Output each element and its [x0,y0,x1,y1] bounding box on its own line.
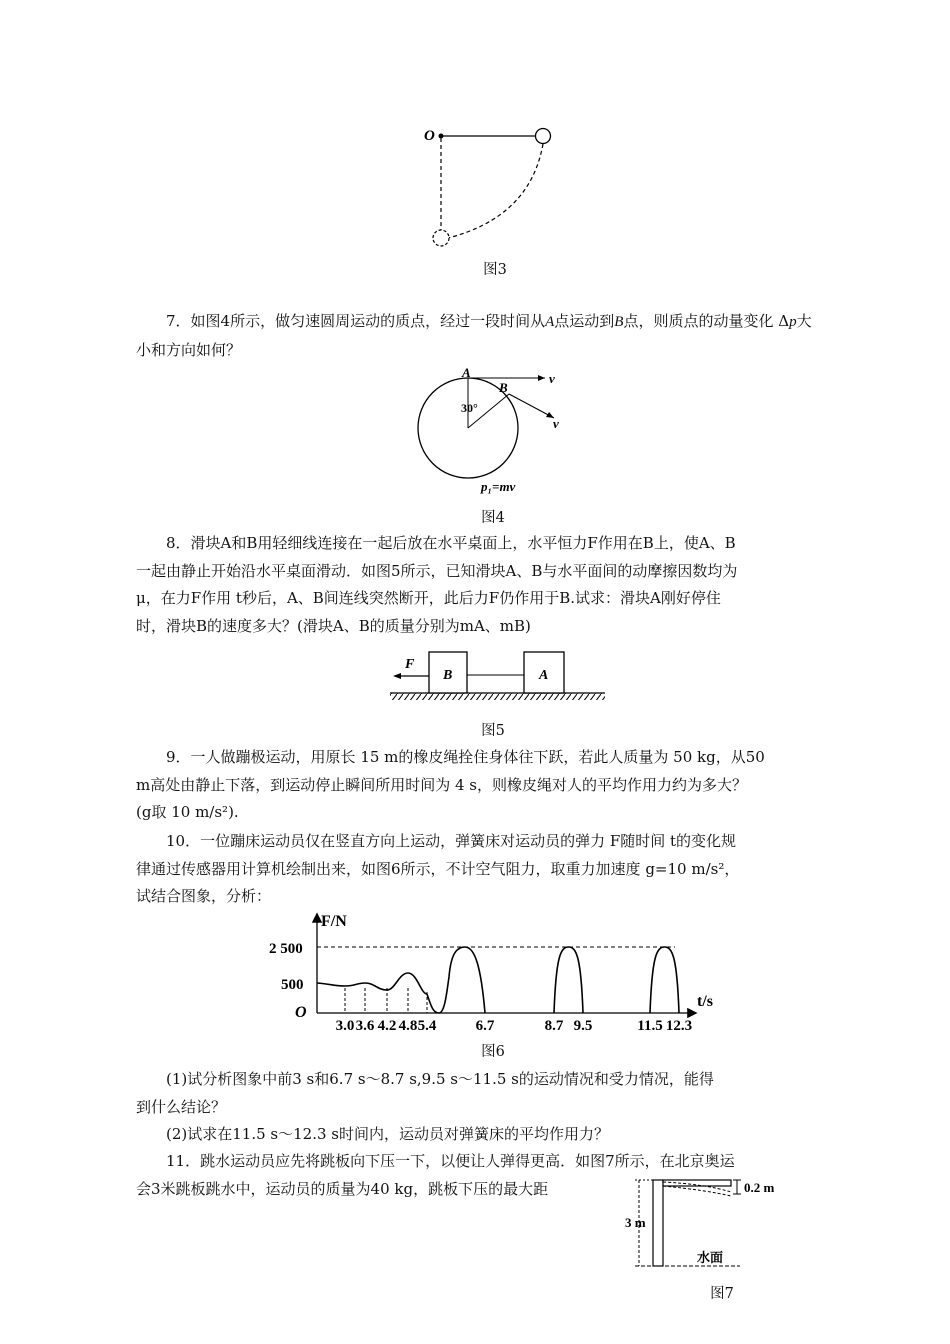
fig7-caption: 图7 [710,1286,734,1302]
q9-line-2: m高处由静止下落，到运动停止瞬间所用时间为 4 s，则橡皮绳对人的平均作用力约为多大？ [136,775,748,794]
q10-sub1-line-2: 到什么结论？ [136,1097,227,1116]
fig4-label-v1: v [549,371,555,386]
question-7: 7．如图4所示，做匀速圆周运动的质点，经过一段时间从A点运动到B点，则质点的动量变化 Δp大小和方向如何？ [136,312,812,359]
figure-6-chart [265,910,713,1034]
q11-line-1: 11．跳水运动员应先将跳板向下压一下，以便让人弹得更高．如图7所示，在北京奥运 [166,1152,735,1170]
chart-xtick-label: 11.5 [637,1018,663,1034]
fig7-label-h: 0.2 m [744,1180,775,1195]
chart-origin: O [295,1004,307,1021]
fig5-label-b: B [443,668,453,683]
q9-line-1: 9．一人做蹦极运动，用原长 15 m的橡皮绳拴住身体往下跃，若此人质量为 50 kg，从50 [166,748,765,766]
chart-ytick-500: 500 [281,977,304,993]
fig7-label-water: 水面 [697,1250,724,1265]
chart-xlabel: t/s [697,993,713,1010]
question-10-sub [136,1066,816,1149]
chart-ytick-2500: 2 500 [269,941,303,957]
chart-series-force-wave [317,973,427,994]
chart-series-force-peak-1 [427,947,485,1013]
question-10 [136,828,816,911]
fig3-label-o: O [424,128,435,144]
q10-sub1-line-1: (1)试分析图象中前3 s和6.7 s～8.7 s,9.5 s～11.5 s的运动情况和受力情况，能得 [166,1070,714,1088]
fig5-label-a: A [539,668,549,683]
q11-line-2: 会3米跳板跳水中，运动员的质量为40 kg，跳板下压的最大距 [136,1179,549,1198]
fig5-caption: 图5 [481,723,505,739]
chart-ylabel: F/N [321,913,347,930]
ball-icon [536,129,551,144]
fig4-angle: 30° [461,401,478,415]
figure-4 [415,366,575,496]
fig4-label-b: B [499,380,508,395]
q8-line-1: 8．滑块A和B用轻细线连接在一起后放在水平桌面上，水平恒力F作用在B上，使A、B [166,534,736,552]
chart-xtick-label: 8.7 [544,1018,564,1034]
figure-5 [385,646,615,706]
fig4-formula: p₁=mv [481,479,516,494]
q8-line-4: 时，滑块B的速度多大？(滑块A、B的质量分别为mA、mB) [136,616,531,635]
fig4-caption: 图4 [481,510,505,526]
chart-xtick-label: 9.5 [573,1018,593,1034]
q10-sub2: (2)试求在11.5 s～12.3 s时间内，运动员对弹簧床的平均作用力？ [166,1125,609,1143]
q8-line-2: 一起由静止开始沿水平桌面滑动．如图5所示，已知滑块A、B与水平面间的动摩擦因数均为 [136,561,738,580]
figure-7 [625,1172,795,1272]
chart-xtick-label: 6.7 [475,1018,495,1034]
fig4-label-v2: v [553,416,559,431]
question-9 [136,744,816,827]
question-8 [136,530,816,640]
fig3-caption: 图3 [483,262,507,278]
ball-dashed-icon [433,230,449,246]
fig4-label-a: A [462,365,471,380]
chart-xtick-label: 3.6 [355,1018,375,1034]
q10-line-3: 试结合图象，分析： [136,887,272,905]
chart-xtick-label: 12.3 [665,1018,693,1034]
chart-xtick-label: 5.4 [417,1018,437,1034]
q10-line-1: 10．一位蹦床运动员仅在竖直方向上运动，弹簧床对运动员的弹力 F随时间 t的变化规 [166,832,737,850]
chart-series-force-peak-2 [554,947,583,1013]
fig6-caption: 图6 [481,1044,505,1060]
chart-xtick-label: 4.2 [377,1018,397,1034]
chart-xtick-label: 3.0 [335,1018,355,1034]
q10-line-2: 律通过传感器用计算机绘制出来，如图6所示，不计空气阻力，取重力加速度 g=10 m/s²， [136,859,740,878]
fig7-label-3m: 3 m [625,1215,646,1230]
fig5-label-f: F [405,657,415,672]
chart-xtick-label: 4.8 [398,1018,418,1034]
chart-series-force-peak-3 [650,947,679,1013]
q9-line-3: (g取 10 m/s²). [136,803,239,821]
q8-line-3: μ，在力F作用 t秒后，A、B间连线突然断开，此后力F仍作用于B.试求：滑块A刚好停住 [136,589,721,607]
figure-3 [420,122,560,247]
